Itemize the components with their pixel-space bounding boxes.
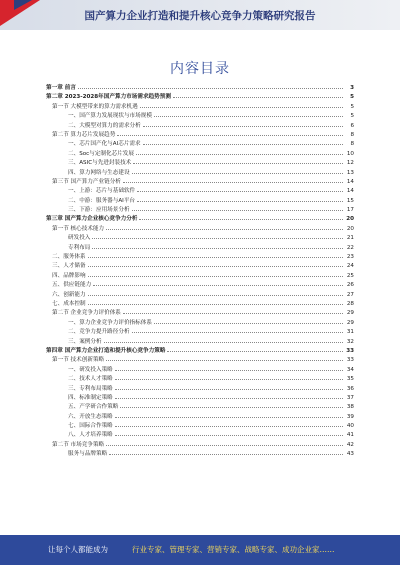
toc-entry-label: 二、中游：服务器与AI平台 — [68, 197, 136, 204]
toc-entry-page: 41 — [346, 432, 354, 439]
toc-entry-page: 15 — [346, 197, 354, 204]
toc-entry-page: 14 — [346, 178, 354, 185]
toc-entry-page: 31 — [346, 329, 354, 336]
toc-entry-label: 第四章 国产算力企业打造和提升核心竞争力策略 — [46, 347, 166, 354]
toc-entry-page: 32 — [346, 338, 354, 345]
toc-entry-page: 42 — [346, 441, 354, 448]
toc-entry-label: 研发投入 — [68, 235, 91, 242]
toc-leader-dots — [78, 84, 343, 89]
toc-leader-dots — [167, 347, 343, 352]
toc-leader-dots — [137, 187, 343, 192]
toc-entry-label: 七、国际合作策略 — [68, 423, 113, 430]
toc-entry-page: 14 — [346, 188, 354, 195]
toc-entry-page: 20 — [346, 216, 354, 223]
toc-entry[interactable] — [46, 308, 354, 317]
toc-entry-page: 25 — [346, 272, 354, 279]
toc-entry-page: 5 — [350, 94, 354, 101]
toc-entry-page: 17 — [346, 207, 354, 214]
toc-leader-dots — [88, 253, 343, 258]
toc-entry[interactable] — [46, 92, 354, 101]
toc-leader-dots — [93, 281, 343, 286]
report-title: 国产算力企业打造和提升核心竞争力策略研究报告 — [84, 10, 316, 22]
toc-entry-label: 专利布局 — [68, 244, 91, 251]
toc-entry[interactable] — [46, 130, 354, 139]
toc-leader-dots — [115, 431, 343, 436]
toc-entry[interactable] — [46, 252, 354, 261]
toc-entry[interactable] — [46, 430, 354, 439]
toc-leader-dots — [123, 178, 343, 183]
toc-leader-dots — [88, 272, 343, 277]
report-header — [0, 0, 400, 30]
toc-entry[interactable] — [46, 102, 354, 111]
toc-entry-page: 26 — [346, 282, 354, 289]
toc-entry[interactable] — [46, 168, 354, 177]
toc-entry-page: 20 — [346, 225, 354, 232]
toc-entry-label: 三、ASIC与先进封装技术 — [68, 160, 132, 167]
toc-entry[interactable] — [46, 243, 354, 252]
toc-entry-label: 二、Soc与定制化芯片发展 — [68, 150, 134, 157]
toc-entry[interactable] — [46, 290, 354, 299]
toc-entry-page: 27 — [346, 291, 354, 298]
toc-entry[interactable] — [46, 346, 354, 355]
toc-entry[interactable] — [46, 374, 354, 383]
toc-leader-dots — [115, 422, 343, 427]
toc-entry[interactable] — [46, 299, 354, 308]
toc-entry-label: 一、算力企业竞争力评价指标体系 — [68, 319, 152, 326]
toc-entry-page: 22 — [346, 244, 354, 251]
toc-entry-label: 四、标准制定策略 — [68, 394, 113, 401]
toc-entry[interactable] — [46, 327, 354, 336]
toc-entry[interactable] — [46, 149, 354, 158]
toc-leader-dots — [106, 225, 343, 230]
toc-entry[interactable] — [46, 280, 354, 289]
toc-entry-label: 二、大模型对算力的需求分析 — [68, 122, 141, 129]
toc-leader-dots — [106, 356, 343, 361]
toc-leader-dots — [123, 309, 343, 314]
toc-entry-label: 第三节 国产算力产业链分析 — [52, 178, 121, 185]
toc-entry-label: 三、下游：应用场景分析 — [68, 207, 130, 214]
toc-entry[interactable] — [46, 196, 354, 205]
toc-leader-dots — [143, 122, 343, 127]
toc-entry-label: 七、成本控制 — [52, 300, 86, 307]
toc-entry[interactable] — [46, 393, 354, 402]
footer-slogan: 让每个人都能成为 — [48, 545, 108, 554]
toc-leader-dots — [133, 159, 343, 164]
toc-entry-label: 五、供应链能力 — [52, 282, 92, 289]
toc-entry-label: 八、人才培养策略 — [68, 432, 113, 439]
toc-entry[interactable] — [46, 402, 354, 411]
page-footer — [0, 535, 400, 565]
toc-leader-dots — [173, 93, 343, 98]
toc-entry[interactable] — [46, 214, 354, 223]
toc-entry-page: 36 — [346, 385, 354, 392]
toc-entry-label: 服务与品牌策略 — [68, 451, 108, 458]
toc-entry-page: 38 — [346, 404, 354, 411]
toc-entry-page: 12 — [346, 160, 354, 167]
toc-leader-dots — [109, 450, 343, 455]
toc-leader-dots — [115, 385, 343, 390]
toc-entry[interactable] — [46, 205, 354, 214]
toc-leader-dots — [143, 140, 343, 145]
toc-entry-label: 第一节 大模型带来的算力需求机遇 — [52, 103, 138, 110]
toc-entry[interactable] — [46, 355, 354, 364]
toc-entry[interactable] — [46, 365, 354, 374]
toc-entry-page: 24 — [346, 263, 354, 270]
toc-entry[interactable] — [46, 271, 354, 280]
toc-entry-label: 第三章 国产算力企业核心竞争力分析 — [46, 216, 138, 223]
toc-entry-page: 6 — [350, 122, 354, 129]
toc-entry-page: 29 — [346, 319, 354, 326]
toc-leader-dots — [88, 300, 343, 305]
toc-entry[interactable] — [46, 421, 354, 430]
toc-leader-dots — [88, 291, 343, 296]
toc-leader-dots — [154, 319, 343, 324]
toc-leader-dots — [137, 197, 343, 202]
toc-entry-label: 一、研发投入策略 — [68, 366, 113, 373]
toc-leader-dots — [139, 215, 343, 220]
toc-entry[interactable] — [46, 111, 354, 120]
toc-entry-label: 二、服务体系 — [52, 254, 86, 261]
toc-entry[interactable] — [46, 83, 354, 92]
toc-entry-label: 五、产学研合作策略 — [68, 404, 119, 411]
toc-leader-dots — [88, 262, 343, 267]
toc-entry-label: 六、开放生态策略 — [68, 413, 113, 420]
toc-entry[interactable] — [46, 261, 354, 270]
toc-entry-page: 29 — [346, 310, 354, 317]
toc-entry-label: 四、算力网络与生态建设 — [68, 169, 130, 176]
toc-entry[interactable] — [46, 121, 354, 130]
toc-entry-page: 34 — [346, 366, 354, 373]
toc-entry-page: 10 — [346, 150, 354, 157]
toc-leader-dots — [104, 338, 343, 343]
toc-entry-page: 5 — [350, 103, 354, 110]
toc-entry-page: 37 — [346, 394, 354, 401]
toc-entry-label: 三、人才储备 — [52, 263, 86, 270]
toc-leader-dots — [115, 413, 343, 418]
toc-entry-label: 第二章 2023-2028年国产算力市场需求趋势预测 — [46, 94, 171, 101]
toc-leader-dots — [115, 366, 343, 371]
toc-entry-label: 二、竞争力提升路径分析 — [68, 329, 130, 336]
toc-entry-label: 三、案例分析 — [68, 338, 102, 345]
toc-entry-page: 28 — [346, 300, 354, 307]
toc-entry[interactable] — [46, 449, 354, 458]
toc-leader-dots — [92, 234, 343, 239]
toc-entry-label: 三、专利布局策略 — [68, 385, 113, 392]
toc-leader-dots — [115, 375, 343, 380]
toc-leader-dots — [132, 206, 343, 211]
toc-entry-page: 5 — [350, 113, 354, 120]
toc-leader-dots — [92, 244, 343, 249]
toc-leader-dots — [117, 131, 343, 136]
toc-entry[interactable] — [46, 177, 354, 186]
toc-entry[interactable] — [46, 440, 354, 449]
toc-entry-label: 一、上游：芯片与基础软件 — [68, 188, 136, 195]
toc-title: 内容目录 — [170, 61, 230, 77]
toc-entry-label: 第一章 前言 — [46, 85, 76, 91]
toc-entry[interactable] — [46, 337, 354, 346]
toc-entry-page: 8 — [350, 131, 354, 138]
toc-entry-page: 43 — [346, 451, 354, 458]
toc-entry[interactable] — [46, 158, 354, 167]
toc-entry[interactable] — [46, 186, 354, 195]
toc-leader-dots — [106, 441, 343, 446]
toc-entry-label: 一、国产算力发展现状与市场规模 — [68, 113, 152, 120]
toc-entry-page: 8 — [350, 141, 354, 148]
toc-entry-label: 六、创新能力 — [52, 291, 86, 298]
toc-entry-label: 第二节 市场竞争策略 — [52, 441, 105, 448]
toc-entry[interactable] — [46, 412, 354, 421]
toc-entry-label: 二、技术人才策略 — [68, 376, 113, 383]
toc-entry-page: 35 — [346, 376, 354, 383]
toc-entry-page: 33 — [346, 357, 354, 364]
toc-leader-dots — [132, 328, 343, 333]
toc-entry-label: 一、芯片国产化与AI芯片需求 — [68, 141, 141, 148]
toc-leader-dots — [154, 112, 343, 117]
toc-entry[interactable] — [46, 384, 354, 393]
toc-entry-page: 3 — [350, 85, 354, 91]
toc-entry-page: 13 — [346, 169, 354, 176]
table-of-contents — [46, 83, 354, 459]
toc-entry-page: 39 — [346, 413, 354, 420]
toc-entry-page: 21 — [346, 235, 354, 242]
toc-entry[interactable] — [46, 233, 354, 242]
toc-entry-page: 33 — [346, 347, 354, 354]
footer-tagline: 行业专家、管理专家、营销专家、战略专家、成功企业家…… — [132, 545, 335, 554]
toc-entry[interactable] — [46, 224, 354, 233]
toc-entry-page: 23 — [346, 254, 354, 261]
toc-leader-dots — [115, 394, 343, 399]
toc-entry[interactable] — [46, 318, 354, 327]
toc-entry[interactable] — [46, 139, 354, 148]
toc-leader-dots — [120, 403, 343, 408]
toc-leader-dots — [136, 150, 343, 155]
toc-entry-label: 第一节 技术创新策略 — [52, 357, 105, 364]
toc-entry-label: 第一节 核心技术能力 — [52, 225, 105, 232]
toc-leader-dots — [132, 169, 343, 174]
toc-leader-dots — [140, 103, 343, 108]
toc-entry-label: 四、品牌影响 — [52, 272, 86, 279]
toc-entry-label: 第二节 算力芯片发展趋势 — [52, 131, 116, 138]
toc-entry-label: 第二节 企业竞争力评价体系 — [52, 310, 121, 317]
toc-entry-page: 40 — [346, 423, 354, 430]
